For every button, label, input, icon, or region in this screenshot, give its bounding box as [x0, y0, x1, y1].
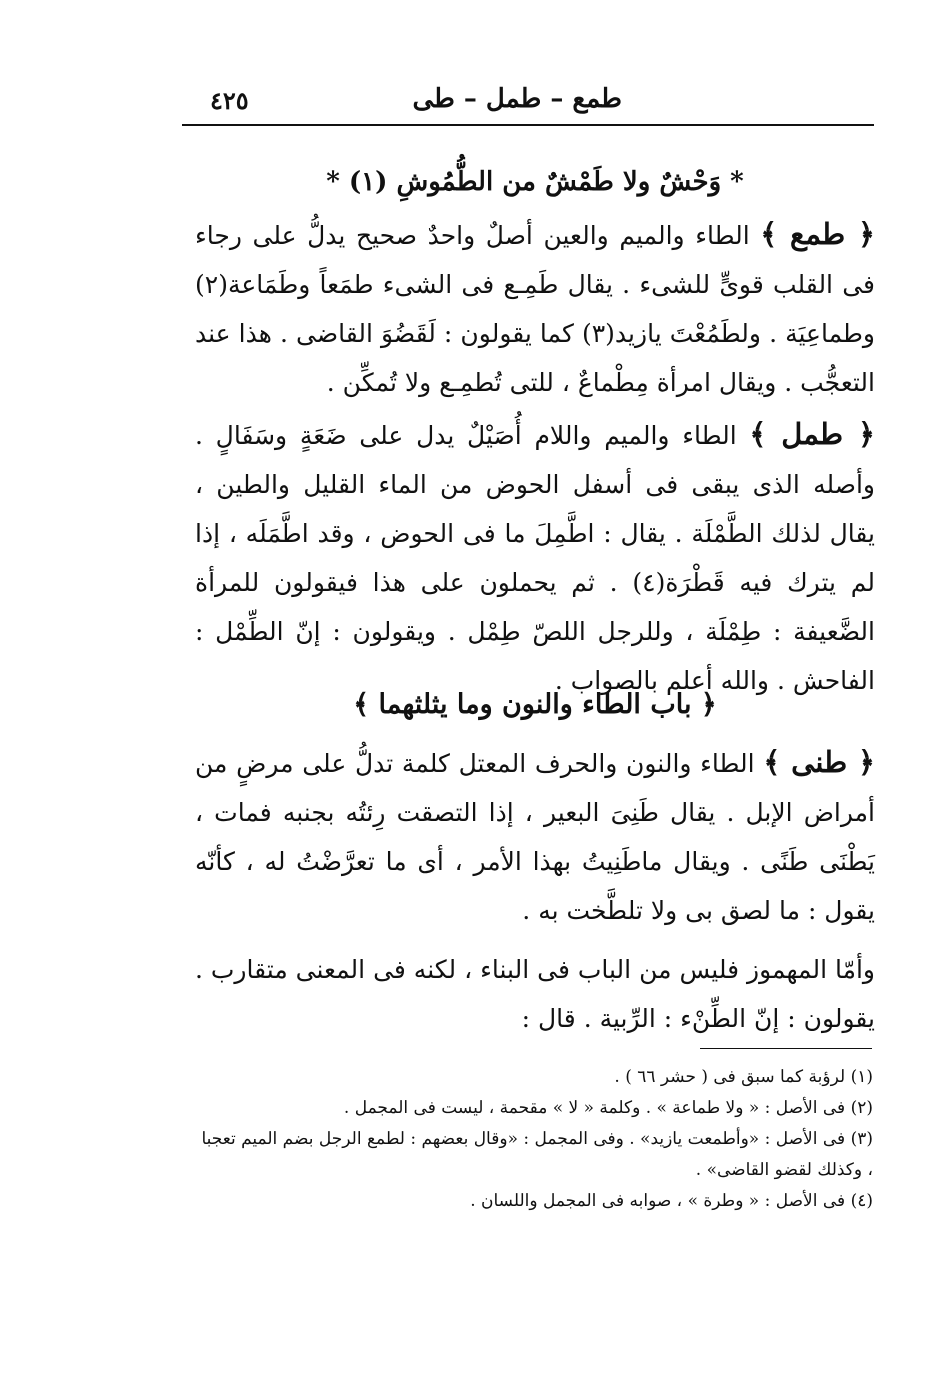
entry-paragraph: [195, 738, 875, 935]
page-header: [182, 78, 872, 120]
entry-tana: [195, 738, 875, 935]
footnote-3: (٣) فى الأصل : «وأطمعت يازيد» . وفى المجمل : «وقال بعضهم : لطمع الرجل بضم الميم تعجبا ، وكذلك لقضو القاضى» .: [201, 1129, 873, 1180]
page-number: ٤٢٥: [210, 86, 249, 115]
chapter-heading: ﴿ باب الطاء والنون وما يثلثهما ﴾: [353, 689, 717, 720]
footnote-4: (٤) فى الأصل : « وطرة » ، صوابه فى المجمل واللسان .: [470, 1191, 873, 1211]
footnote-rule: [700, 1048, 872, 1049]
entry-text-tamal: الطاء والميم واللام أُصَيْلٌ يدل على ضَعَةٍ وسَفَالٍ . وأصله الذى يبقى فى أسفل الحوض من الماء القليل والطين ، يقال لذلك الطَّمْلَة . يقال : اطَّمِلَ ما فى الحوض ، وقد اطَّمَلَه ، إذا لم يترك فيه قَطْرَة(٤) . ثم يحملون على هذا فيقولون للمرأة الضَّعيفة : طِمْلَة ، وللرجل اللصّ طِمْل . ويقولون : إنّ الطِّمْل : الفاحش . والله أعلم بالصواب .: [195, 421, 875, 695]
headword-tamal: ﴿ طمل ﴾: [749, 417, 875, 451]
footnote-2: (٢) فى الأصل : « ولا طماعة » . وكلمة « لا » مقحمة ، ليست فى المجمل .: [343, 1098, 873, 1118]
entry-text-tana: الطاء والنون والحرف المعتل كلمة تدلُّ على مرضٍ من أمراض الإبل . يقال طَنِىَ البعير ، إذا التصقت رِئتُه بجنبه فمات ، يَطْنَى طَنًى . ويقال ماطَنِيتُ بهذا الأمر ، أى ما تعرَّضْتُ له ، كأنّه يقول : ما لصق بى ولا تلطَّخت به .: [195, 749, 875, 925]
entry-tama: [195, 210, 875, 407]
running-title: طمع – طمل – طى: [412, 84, 622, 114]
headword-tana: ﴿ طنى ﴾: [763, 745, 875, 779]
entry-text-tama: الطاء والميم والعين أصلٌ واحدٌ صحيح يدلُّ على رجاء فى القلب قوىٍّ للشىء . يقال طَمِـع فى الشىء طمَعاً وطَمَاعة(٢) وطماعِيَة . ولطَمُعْتَ يازيد(٣) كما يقولون : لَقَضُوَ القاضى . هذا عند التعجُّب . ويقال امرأة مِطْماعٌ ، للتى تُطمِـع ولا تُمكِّن .: [195, 221, 876, 397]
header-rule: [182, 124, 874, 126]
footnote-1: (١) لرؤبة كما سبق فى ( حشر ٦٦ ) .: [614, 1067, 873, 1087]
entry-paragraph: [195, 410, 875, 705]
headword-tama: ﴿ طمع ﴾: [760, 217, 875, 251]
footnotes: [195, 1062, 873, 1217]
verse-line: * وَحْشٌ ولا طَمْشٌ من الطُّمُوشِ (١) *: [326, 167, 744, 197]
entry-tamal: [195, 410, 875, 705]
entry-paragraph: [195, 210, 875, 407]
closing-paragraph: وأمّا المهموز فليس من الباب فى البناء ، لكنه فى المعنى متقارب . يقولون : إنّ الطِّنْء : الرِّبية . قال :: [195, 955, 875, 1033]
